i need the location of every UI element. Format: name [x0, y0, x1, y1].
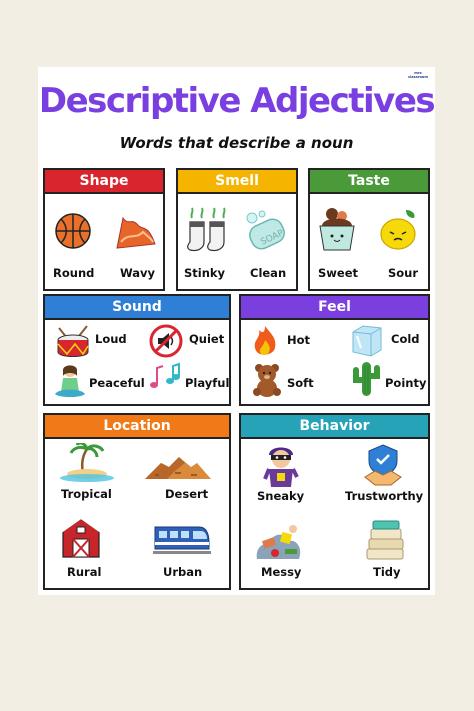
label-loud: Loud — [95, 332, 127, 346]
card-feel-header: Feel — [241, 296, 428, 320]
label-round: Round — [53, 266, 95, 280]
lemon-icon — [378, 208, 422, 252]
cupcake-icon — [316, 206, 358, 254]
meditating-person-icon — [53, 362, 87, 400]
card-sound — [43, 294, 231, 406]
desert-icon — [145, 453, 211, 481]
card-location — [43, 413, 231, 590]
messy-pile-icon — [253, 519, 303, 561]
handshake-icon — [363, 443, 403, 487]
page-subtitle: Words that describe a noun — [119, 134, 354, 152]
label-stinky: Stinky — [184, 266, 226, 280]
island-icon — [59, 443, 115, 483]
label-wavy: Wavy — [120, 266, 156, 280]
card-location-header: Location — [45, 415, 229, 439]
label-desert: Desert — [165, 487, 209, 501]
wavy-shape-icon — [115, 214, 157, 250]
stinky-socks-icon — [184, 206, 232, 256]
label-tropical: Tropical — [61, 487, 112, 501]
muted-speaker-icon — [149, 324, 183, 358]
label-urban: Urban — [163, 565, 203, 579]
ice-cube-icon — [349, 322, 385, 358]
card-sound-header: Sound — [45, 296, 229, 320]
music-notes-icon — [149, 362, 183, 394]
label-trustworthy: Trustworthy — [345, 489, 424, 503]
cactus-icon — [349, 360, 383, 398]
label-peaceful: Peaceful — [89, 376, 145, 390]
label-soft: Soft — [287, 376, 314, 390]
teddy-bear-icon — [251, 362, 283, 398]
label-tidy: Tidy — [373, 565, 401, 579]
label-cold: Cold — [391, 332, 420, 346]
label-quiet: Quiet — [189, 332, 225, 346]
card-feel — [239, 294, 430, 406]
label-rural: Rural — [67, 565, 102, 579]
card-smell — [176, 168, 298, 291]
label-clean: Clean — [250, 266, 287, 280]
card-taste — [308, 168, 430, 291]
label-sweet: Sweet — [318, 266, 359, 280]
barn-icon — [59, 515, 103, 559]
page-title: Descriptive Adjectives — [38, 81, 435, 121]
card-behavior-header: Behavior — [241, 415, 428, 439]
poster — [38, 67, 435, 595]
label-hot: Hot — [287, 333, 311, 347]
label-sneaky: Sneaky — [257, 489, 305, 503]
brand-logo: mrs classroom — [408, 71, 428, 79]
sneaky-thief-icon — [263, 443, 299, 489]
soap-icon — [244, 210, 288, 252]
card-shape-header: Shape — [45, 170, 163, 194]
card-shape — [43, 168, 165, 291]
label-messy: Messy — [261, 565, 302, 579]
label-sour: Sour — [388, 266, 419, 280]
train-icon — [153, 521, 211, 559]
basketball-icon — [54, 212, 92, 250]
folded-clothes-icon — [363, 519, 407, 561]
svg-text:SOAP: SOAP — [259, 228, 286, 248]
label-playful: Playful — [185, 376, 230, 390]
card-smell-header: Smell — [178, 170, 296, 194]
flame-icon — [251, 324, 279, 360]
card-taste-header: Taste — [310, 170, 428, 194]
label-pointy: Pointy — [385, 376, 427, 390]
card-behavior — [239, 413, 430, 590]
drum-icon — [53, 324, 93, 360]
